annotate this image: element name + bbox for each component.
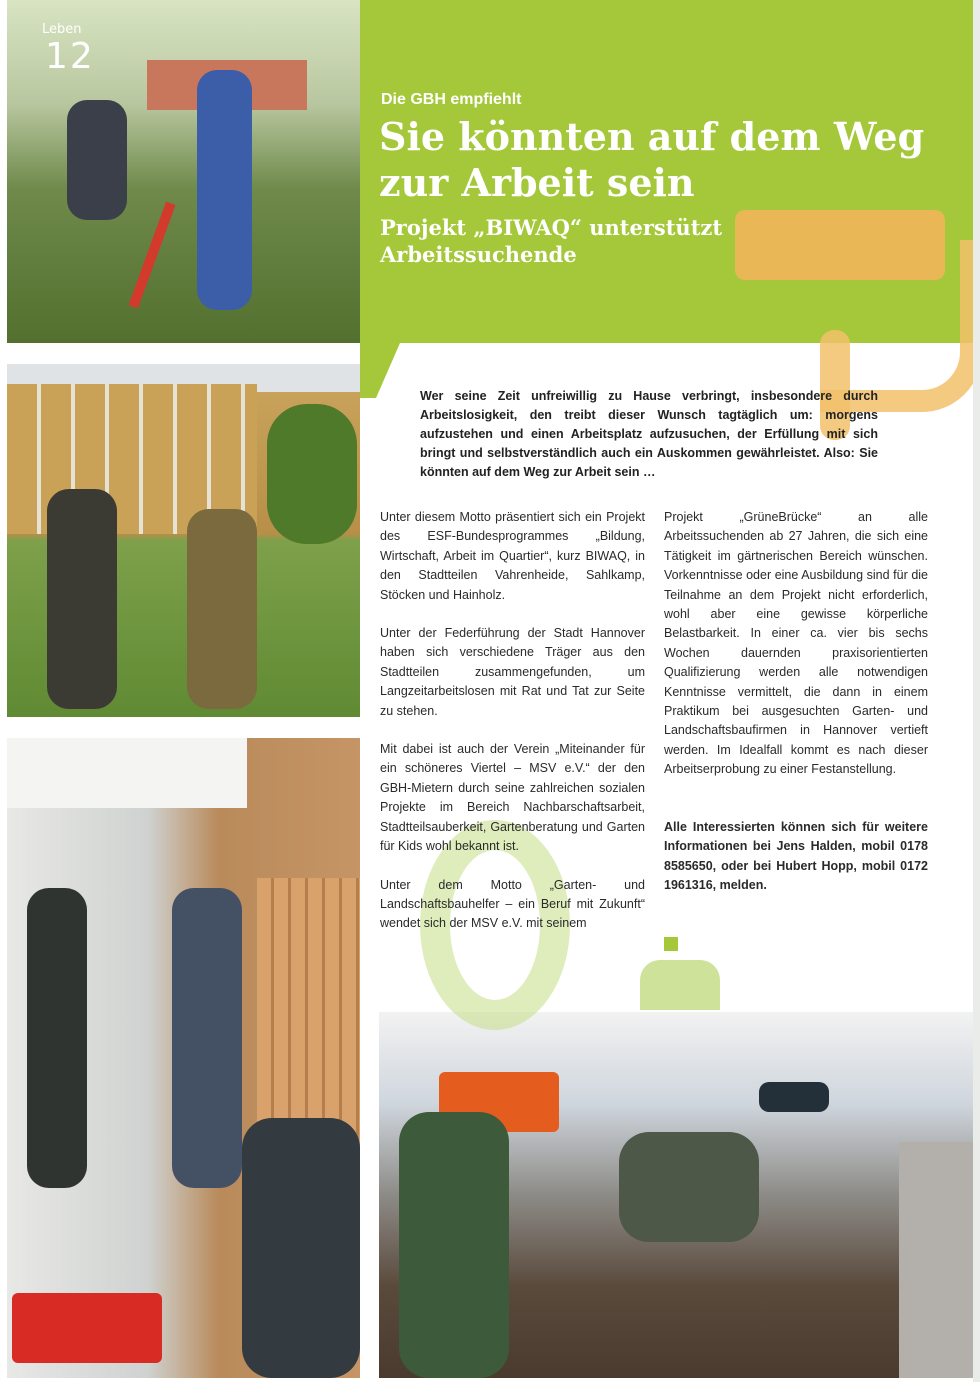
spade-shape (128, 202, 175, 309)
person-shape (399, 1112, 509, 1378)
body-paragraph: Mit dabei ist auch der Verein „Miteinander für ein schöneres Viertel – MSV e.V.“ der den GBH-Mietern durch seine zahlreichen sozialen Projekte im Bereich Nachbarschaftsarbeit, Stadtteilsauberkeit, Gartenberatung und Garten für Kids wohl bekannt ist. (380, 742, 645, 854)
text-column-1 (380, 508, 645, 953)
subheadline: Projekt „BIWAQ“ unterstützt Arbeitssuchende (380, 215, 723, 267)
page-edge (973, 0, 980, 1382)
balcony-shape (7, 738, 247, 808)
body-paragraph: Projekt „GrüneBrücke“ an alle Arbeitssuchenden ab 27 Jahren, die sich eine Tätigkeit im gärtnerischen Bereich wünschen. Vorkenntnisse oder eine Ausbildung sind für die Teilnahme an dem Projekt nicht erforderlich, wohl aber eine gewisse körperliche Belastbarkeit. In einer ca. vier bis sechs Wochen dauernden praxisorientierten Qualifizierung werden alle notwendigen Kenntnisse vermittelt, die dann in einem Praktikum bei ausgesuchten Garten- und Landschaftsbaufirmen in Hannover vertieft werden. Im Idealfall kommt es nach dieser Arbeitserprobung zu einer Festanstellung. (664, 510, 928, 777)
lead-paragraph (420, 387, 878, 482)
body-paragraph: Unter dem Motto „Garten- und Landschaftsbauhelfer – ein Beruf mit Zukunft“ wendet sich der MSV e.V. mit seinem (380, 877, 645, 931)
person-shape (67, 100, 127, 220)
kicker: Die GBH empfiehlt (381, 91, 522, 108)
person-shape (172, 888, 242, 1188)
text-column-2 (664, 508, 928, 914)
tree-shape (267, 404, 357, 544)
shovel-decoration (640, 960, 720, 1010)
curb-shape (899, 1142, 973, 1378)
photo-planting-bed (379, 1012, 973, 1378)
person-shape (197, 70, 252, 310)
person-shape (242, 1118, 360, 1378)
person-shape (619, 1132, 759, 1242)
person-shape (47, 489, 117, 709)
person-shape (27, 888, 87, 1188)
person-shape (187, 509, 257, 709)
photo-residential-building (7, 364, 360, 717)
car-shape (759, 1082, 829, 1112)
body-paragraph: Unter der Federführung der Stadt Hannover haben sich verschiedene Träger aus den Stadtteilen zusammengefunden, um Langzeitarbeitslosen mit Rat und Tat zur Seite zu stehen. (380, 626, 645, 718)
photo-fence-builders (7, 738, 360, 1378)
page-number: 12 (45, 36, 95, 77)
contact-paragraph: Alle Interessierten können sich für weitere Informationen bei Jens Halden, mobil 0178 8585650, oder bei Hubert Hopp, mobil 0172 1961316, melden. (664, 819, 928, 892)
toolbox-shape (12, 1293, 162, 1363)
end-mark (664, 937, 678, 951)
headline: Sie könnten auf dem Weg zur Arbeit sein (379, 114, 925, 205)
body-paragraph: Unter diesem Motto präsentiert sich ein Projekt des ESF-Bundesprogrammes „Bildung, Wirtschaft, Arbeit im Quartier“, kurz BIWAQ, in den Stadtteilen Vahrenheide, Sahlkamp, Stöcken und Hainholz. (380, 510, 645, 602)
lead-text: Wer seine Zeit unfreiwillig zu Hause verbringt, insbesondere durch Arbeitslosigkeit, den treibt dieser Wunsch tagtäglich um: morgens aufzustehen und einen Arbeitsplatz aufzusuchen, der Erfüllung mit sich bringt und selbstverständlich auch ein Auskommen gewährleistet. Also: Sie könnten auf dem Weg zur Arbeit sein … (420, 389, 878, 479)
speech-bubble-tail (360, 343, 400, 398)
section-label: Leben (42, 22, 82, 37)
